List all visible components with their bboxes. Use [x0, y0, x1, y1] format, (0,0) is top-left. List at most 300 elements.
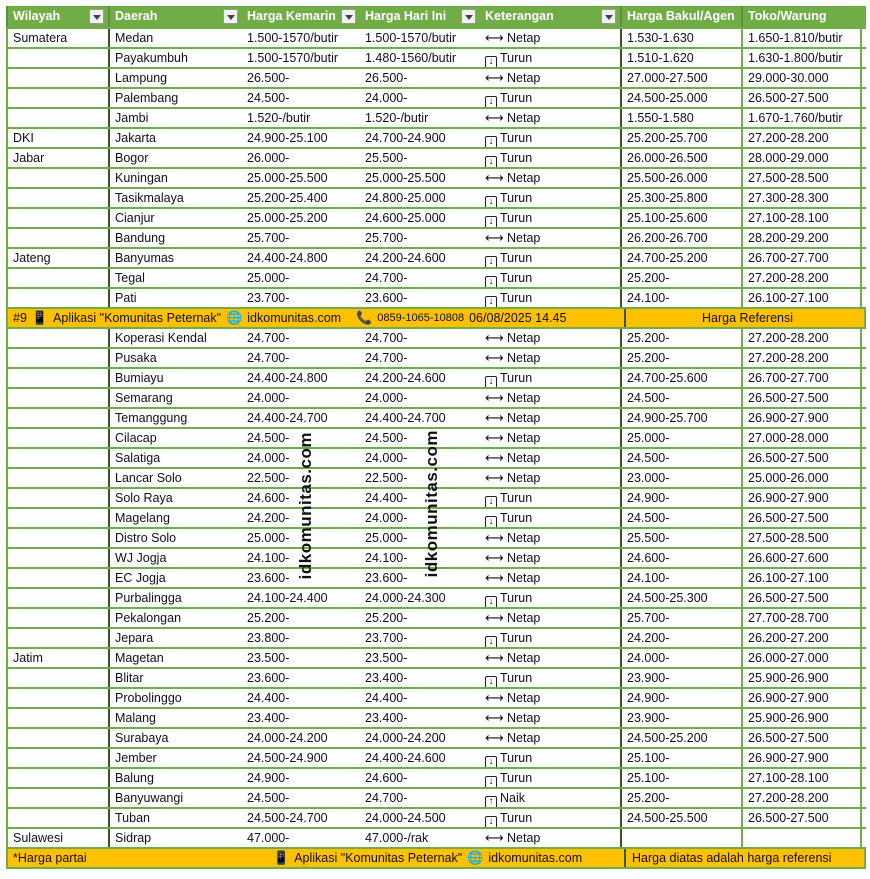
filter-dropdown-icon[interactable]: [461, 9, 476, 24]
cell-harga-bakul: 25.000-: [620, 429, 741, 447]
cell-toko-warung: 26.900-27.900: [741, 489, 862, 507]
cell-keterangan: [480, 449, 620, 467]
cell-keterangan: [480, 69, 620, 87]
table-row: [6, 349, 866, 369]
down-arrow-box-icon: ↓: [485, 56, 497, 67]
cell-wilayah: [6, 49, 108, 67]
cell-harga-hari-ini: 24.400-: [365, 691, 408, 705]
header-label: Keterangan: [485, 9, 554, 23]
table-row: [6, 49, 866, 69]
status-text: Netap: [507, 171, 541, 185]
status-text: Turun: [500, 591, 533, 605]
header-harga-bakul: [620, 6, 741, 27]
cell-daerah: Tuban: [108, 809, 242, 827]
cell-toko-warung: 26.500-27.500: [741, 589, 862, 607]
status-text: Turun: [500, 511, 533, 525]
cell-harga-kemarin: 24.900-25.100: [247, 131, 328, 145]
left-right-arrow-icon: ⟷: [485, 410, 504, 425]
cell-wilayah: [6, 449, 108, 467]
cell-toko-warung: 28.000-29.000: [741, 149, 862, 167]
cell-toko-warung: 26.700-27.700: [741, 249, 862, 267]
cell-keterangan: [480, 129, 620, 147]
table-row: [6, 129, 866, 149]
cell-harga-hari-ini: 25.500-: [365, 151, 408, 165]
header-daerah[interactable]: [108, 6, 242, 27]
cell-keterangan: [480, 429, 620, 447]
cell-harga-hari-ini: 23.700-: [365, 631, 408, 645]
filter-dropdown-icon[interactable]: [601, 9, 616, 24]
header-label: Harga Kemarin: [247, 9, 336, 23]
cell-keterangan: [480, 49, 620, 67]
cell-toko-warung: 27.200-28.200: [741, 269, 862, 287]
cell-toko-warung: 26.700-27.700: [741, 369, 862, 387]
cell-wilayah: [6, 429, 108, 447]
table-row: [6, 409, 866, 429]
left-right-arrow-icon: ⟷: [485, 170, 504, 185]
cell-harga-kemarin: 24.600-: [247, 491, 290, 505]
globe-icon: 🌐: [226, 310, 243, 325]
left-right-arrow-icon: ⟷: [485, 350, 504, 365]
cell-keterangan: [480, 469, 620, 487]
cell-keterangan: [480, 829, 620, 847]
cell-harga-bakul: 25.200-25.700: [620, 129, 741, 147]
left-right-arrow-icon: ⟷: [485, 230, 504, 245]
header-harga-hari-ini[interactable]: [360, 6, 480, 27]
status-text: Netap: [507, 31, 541, 45]
status-text: Turun: [500, 271, 533, 285]
down-arrow-box-icon: ↓: [485, 776, 497, 787]
down-arrow-box-icon: ↓: [485, 276, 497, 287]
cell-wilayah: [6, 509, 108, 527]
cell-daerah: Malang: [108, 709, 242, 727]
cell-toko-warung: [741, 829, 862, 847]
cell-harga-hari-ini: 24.500-: [365, 431, 408, 445]
cell-daerah: Banyuwangi: [108, 789, 242, 807]
status-text: Netap: [507, 431, 541, 445]
cell-daerah: Distro Solo: [108, 529, 242, 547]
cell-harga-hari-ini: 24.400-: [365, 491, 408, 505]
cell-toko-warung: 1.630-1.800/butir: [741, 49, 862, 67]
cell-wilayah: Sulawesi: [6, 829, 108, 847]
band-datetime: 06/08/2025 14.45: [469, 311, 567, 325]
cell-harga-bakul: 24.500-: [620, 449, 741, 467]
cell-daerah: Bumiayu: [108, 369, 242, 387]
cell-daerah: Tegal: [108, 269, 242, 287]
cell-daerah: Jambi: [108, 109, 242, 127]
cell-wilayah: [6, 549, 108, 567]
cell-toko-warung: 26.500-27.500: [741, 449, 862, 467]
cell-daerah: Lampung: [108, 69, 242, 87]
cell-daerah: Payakumbuh: [108, 49, 242, 67]
table-row: [6, 689, 866, 709]
cell-keterangan: [480, 769, 620, 787]
cell-wilayah: [6, 769, 108, 787]
header-row: [6, 6, 866, 29]
cell-harga-kemarin: 24.500-: [247, 91, 290, 105]
cell-harga-kemarin: 47.000-: [247, 831, 290, 845]
status-text: Turun: [500, 291, 533, 305]
cell-wilayah: DKI: [6, 129, 108, 147]
status-text: Turun: [500, 631, 533, 645]
status-text: Turun: [500, 211, 533, 225]
cell-toko-warung: 1.670-1.760/butir: [741, 109, 862, 127]
cell-keterangan: [480, 249, 620, 267]
cell-harga-bakul: 23.900-: [620, 709, 741, 727]
cell-harga-kemarin: 1.500-1570/butir: [247, 31, 339, 45]
cell-harga-hari-ini: 24.600-25.000: [365, 211, 446, 225]
cell-wilayah: [6, 349, 108, 367]
cell-wilayah: [6, 729, 108, 747]
filter-dropdown-icon[interactable]: [89, 9, 104, 24]
cell-harga-kemarin: 26.500-: [247, 71, 290, 85]
cell-harga-bakul: 26.000-26.500: [620, 149, 741, 167]
cell-harga-kemarin: 24.400-24.800: [247, 251, 328, 265]
cell-keterangan: [480, 589, 620, 607]
cell-harga-bakul: 24.000-: [620, 649, 741, 667]
status-text: Turun: [500, 671, 533, 685]
status-text: Netap: [507, 831, 541, 845]
cell-keterangan: [480, 149, 620, 167]
cell-wilayah: Sumatera: [6, 29, 108, 47]
cell-harga-bakul: 24.500-: [620, 389, 741, 407]
cell-harga-hari-ini: 47.000-/rak: [365, 831, 429, 845]
cell-harga-hari-ini: 25.200-: [365, 611, 408, 625]
cell-harga-kemarin: 1.520-/butir: [247, 111, 311, 125]
globe-icon: 🌐: [467, 850, 484, 865]
telephone-icon: 📞: [356, 310, 373, 325]
cell-harga-bakul: 24.900-: [620, 489, 741, 507]
cell-harga-hari-ini: 24.000-: [365, 391, 408, 405]
cell-harga-bakul: 24.700-25.200: [620, 249, 741, 267]
cell-toko-warung: 26.500-27.500: [741, 89, 862, 107]
cell-wilayah: Jatim: [6, 649, 108, 667]
table-row: [6, 89, 866, 109]
cell-daerah: WJ Jogja: [108, 549, 242, 567]
filter-dropdown-icon[interactable]: [341, 9, 356, 24]
table-row: [6, 809, 866, 829]
cell-daerah: Magetan: [108, 649, 242, 667]
cell-harga-kemarin: 24.100-24.400: [247, 591, 328, 605]
cell-keterangan: [480, 29, 620, 47]
band-phone: 0859-1065-10808: [377, 312, 465, 324]
cell-harga-bakul: 25.500-: [620, 529, 741, 547]
cell-toko-warung: 1.650-1.810/butir: [741, 29, 862, 47]
cell-harga-hari-ini: 23.500-: [365, 651, 408, 665]
left-right-arrow-icon: ⟷: [485, 470, 504, 485]
cell-toko-warung: 26.900-27.900: [741, 689, 862, 707]
left-right-arrow-icon: ⟷: [485, 690, 504, 705]
cell-harga-bakul: 1.510-1.620: [620, 49, 741, 67]
status-text: Netap: [507, 691, 541, 705]
status-text: Netap: [507, 331, 541, 345]
status-text: Turun: [500, 51, 533, 65]
table-row: [6, 269, 866, 289]
status-text: Turun: [500, 811, 533, 825]
cell-harga-kemarin: 25.000-: [247, 271, 290, 285]
cell-harga-bakul: 26.200-26.700: [620, 229, 741, 247]
cell-wilayah: [6, 409, 108, 427]
cell-harga-bakul: [620, 829, 741, 847]
table-row: [6, 289, 866, 309]
cell-harga-hari-ini: 24.200-24.600: [365, 371, 446, 385]
table-row: [6, 669, 866, 689]
status-text: Turun: [500, 491, 533, 505]
status-text: Netap: [507, 111, 541, 125]
table-row: [6, 829, 866, 849]
cell-wilayah: [6, 209, 108, 227]
header-label: Harga Bakul/Agen: [627, 9, 735, 23]
cell-harga-bakul: 24.500-: [620, 509, 741, 527]
cell-harga-hari-ini: 1.520-/butir: [365, 111, 429, 125]
cell-harga-bakul: 24.900-: [620, 689, 741, 707]
cell-harga-hari-ini: 23.400-: [365, 671, 408, 685]
cell-daerah: Pusaka: [108, 349, 242, 367]
cell-harga-bakul: 25.700-: [620, 609, 741, 627]
phone-app-icon: 📱: [31, 310, 49, 325]
cell-keterangan: [480, 729, 620, 747]
cell-harga-kemarin: 22.500-: [247, 471, 290, 485]
band-site[interactable]: idkomunitas.com: [247, 311, 342, 325]
cell-harga-bakul: 24.700-25.600: [620, 369, 741, 387]
cell-wilayah: [6, 489, 108, 507]
left-right-arrow-icon: ⟷: [485, 390, 504, 405]
cell-harga-hari-ini: 24.000-: [365, 511, 408, 525]
down-arrow-box-icon: ↓: [485, 156, 497, 167]
table-row: [6, 69, 866, 89]
cell-harga-bakul: 25.100-25.600: [620, 209, 741, 227]
table-row: [6, 209, 866, 229]
cell-harga-hari-ini: 24.000-24.300: [365, 591, 446, 605]
status-text: Netap: [507, 551, 541, 565]
table-row: [6, 29, 866, 49]
cell-daerah: Bogor: [108, 149, 242, 167]
header-harga-kemarin[interactable]: [242, 6, 360, 27]
cell-wilayah: [6, 809, 108, 827]
cell-toko-warung: 27.500-28.500: [741, 169, 862, 187]
cell-harga-kemarin: 24.700-: [247, 331, 290, 345]
cell-harga-hari-ini: 24.700-: [365, 351, 408, 365]
cell-daerah: Salatiga: [108, 449, 242, 467]
cell-toko-warung: 27.500-28.500: [741, 529, 862, 547]
cell-wilayah: Jabar: [6, 149, 108, 167]
cell-daerah: Banyumas: [108, 249, 242, 267]
cell-harga-hari-ini: 24.600-: [365, 771, 408, 785]
down-arrow-box-icon: ↓: [485, 256, 497, 267]
cell-harga-hari-ini: 24.400-24.700: [365, 411, 446, 425]
header-label: Wilayah: [13, 9, 61, 23]
header-label: Toko/Warung: [748, 9, 827, 23]
cell-harga-bakul: 25.200-: [620, 789, 741, 807]
cell-keterangan: [480, 749, 620, 767]
band-harga-referensi: Harga Referensi: [624, 309, 866, 327]
cell-harga-kemarin: 23.400-: [247, 711, 290, 725]
down-arrow-box-icon: ↓: [485, 516, 497, 527]
down-arrow-box-icon: ↓: [485, 496, 497, 507]
cell-harga-bakul: 25.200-: [620, 349, 741, 367]
down-arrow-box-icon: ↓: [485, 756, 497, 767]
cell-harga-bakul: 24.500-25.500: [620, 809, 741, 827]
cell-keterangan: [480, 709, 620, 727]
cell-toko-warung: 26.500-27.500: [741, 729, 862, 747]
down-arrow-box-icon: ↓: [485, 816, 497, 827]
down-arrow-box-icon: ↓: [485, 596, 497, 607]
cell-harga-hari-ini: 24.000-: [365, 451, 408, 465]
cell-daerah: EC Jogja: [108, 569, 242, 587]
cell-toko-warung: 25.900-26.900: [741, 669, 862, 687]
cell-wilayah: [6, 469, 108, 487]
down-arrow-box-icon: ↓: [485, 296, 497, 307]
cell-wilayah: [6, 689, 108, 707]
table-row: [6, 369, 866, 389]
left-right-arrow-icon: ⟷: [485, 550, 504, 565]
cell-harga-bakul: 24.500-25.000: [620, 89, 741, 107]
cell-wilayah: [6, 189, 108, 207]
watermark-2: idkomunitas.com: [422, 430, 441, 578]
down-arrow-box-icon: ↓: [485, 216, 497, 227]
cell-wilayah: [6, 329, 108, 347]
cell-toko-warung: 26.200-27.200: [741, 629, 862, 647]
status-text: Netap: [507, 571, 541, 585]
cell-daerah: Probolinggo: [108, 689, 242, 707]
cell-harga-bakul: 24.600-: [620, 549, 741, 567]
cell-harga-kemarin: 23.800-: [247, 631, 290, 645]
down-arrow-box-icon: ↓: [485, 196, 497, 207]
cell-harga-bakul: 24.100-: [620, 569, 741, 587]
cell-harga-hari-ini: 23.600-: [365, 291, 408, 305]
cell-daerah: Koperasi Kendal: [108, 329, 242, 347]
cell-keterangan: [480, 289, 620, 307]
cell-harga-kemarin: 24.400-24.800: [247, 371, 328, 385]
cell-harga-bakul: 24.900-25.700: [620, 409, 741, 427]
footer-site[interactable]: idkomunitas.com: [488, 851, 583, 865]
table-row: [6, 729, 866, 749]
cell-harga-hari-ini: 24.000-24.500: [365, 811, 446, 825]
status-text: Netap: [507, 471, 541, 485]
info-band-left: [6, 309, 624, 327]
status-text: Turun: [500, 751, 533, 765]
cell-toko-warung: 26.500-27.500: [741, 509, 862, 527]
cell-keterangan: [480, 209, 620, 227]
cell-harga-hari-ini: 24.700-: [365, 271, 408, 285]
left-right-arrow-icon: ⟷: [485, 530, 504, 545]
header-keterangan[interactable]: [480, 6, 620, 27]
cell-toko-warung: 26.000-27.000: [741, 649, 862, 667]
cell-harga-kemarin: 24.400-24.700: [247, 411, 328, 425]
cell-daerah: Palembang: [108, 89, 242, 107]
filter-dropdown-icon[interactable]: [223, 9, 238, 24]
left-right-arrow-icon: ⟷: [485, 70, 504, 85]
cell-harga-hari-ini: 25.700-: [365, 231, 408, 245]
band-number: #9: [13, 311, 27, 325]
cell-harga-kemarin: 25.000-25.500: [247, 171, 328, 185]
cell-toko-warung: 27.200-28.200: [741, 349, 862, 367]
status-text: Turun: [500, 151, 533, 165]
cell-keterangan: [480, 689, 620, 707]
cell-keterangan: [480, 329, 620, 347]
cell-daerah: Lancar Solo: [108, 469, 242, 487]
cell-harga-kemarin: 25.000-: [247, 531, 290, 545]
cell-harga-kemarin: 25.700-: [247, 231, 290, 245]
cell-toko-warung: 25.000-26.000: [741, 469, 862, 487]
cell-daerah: Jepara: [108, 629, 242, 647]
cell-harga-kemarin: 25.200-25.400: [247, 191, 328, 205]
left-right-arrow-icon: ⟷: [485, 30, 504, 45]
cell-harga-hari-ini: 24.100-: [365, 551, 408, 565]
cell-harga-bakul: 25.200-: [620, 329, 741, 347]
cell-toko-warung: 29.000-30.000: [741, 69, 862, 87]
cell-keterangan: [480, 409, 620, 427]
cell-daerah: Jakarta: [108, 129, 242, 147]
cell-wilayah: [6, 569, 108, 587]
cell-keterangan: [480, 349, 620, 367]
cell-keterangan: [480, 389, 620, 407]
cell-toko-warung: 27.200-28.200: [741, 329, 862, 347]
status-text: Netap: [507, 71, 541, 85]
cell-harga-kemarin: 23.700-: [247, 291, 290, 305]
table-row: [6, 149, 866, 169]
cell-keterangan: [480, 509, 620, 527]
cell-harga-kemarin: 23.500-: [247, 651, 290, 665]
cell-harga-kemarin: 24.500-24.900: [247, 751, 328, 765]
cell-harga-bakul: 24.500-25.300: [620, 589, 741, 607]
cell-daerah: Tasikmalaya: [108, 189, 242, 207]
footer-right: Harga diatas adalah harga referensi: [624, 849, 866, 867]
cell-daerah: Surabaya: [108, 729, 242, 747]
cell-toko-warung: 26.100-27.100: [741, 569, 862, 587]
cell-harga-kemarin: 24.500-24.700: [247, 811, 328, 825]
cell-keterangan: [480, 489, 620, 507]
down-arrow-box-icon: ↓: [485, 136, 497, 147]
cell-toko-warung: 25.900-26.900: [741, 709, 862, 727]
header-wilayah[interactable]: [6, 6, 108, 27]
footer-band: [6, 849, 866, 869]
cell-wilayah: [6, 289, 108, 307]
left-right-arrow-icon: ⟷: [485, 330, 504, 345]
table-body-top: [6, 29, 866, 309]
status-text: Turun: [500, 191, 533, 205]
down-arrow-box-icon: ↓: [485, 376, 497, 387]
down-arrow-box-icon: ↓: [485, 676, 497, 687]
cell-wilayah: [6, 789, 108, 807]
cell-daerah: Cilacap: [108, 429, 242, 447]
table-row: [6, 109, 866, 129]
cell-harga-bakul: 25.200-: [620, 269, 741, 287]
footer-left: [6, 849, 624, 867]
cell-harga-kemarin: 23.600-: [247, 671, 290, 685]
status-text: Netap: [507, 711, 541, 725]
status-text: Netap: [507, 391, 541, 405]
up-arrow-box-icon: ↑: [485, 796, 497, 807]
cell-toko-warung: 27.200-28.200: [741, 789, 862, 807]
status-text: Turun: [500, 371, 533, 385]
cell-wilayah: [6, 749, 108, 767]
cell-harga-hari-ini: 1.500-1570/butir: [365, 31, 457, 45]
cell-harga-bakul: 25.100-: [620, 769, 741, 787]
cell-toko-warung: 26.500-27.500: [741, 809, 862, 827]
cell-toko-warung: 26.900-27.900: [741, 749, 862, 767]
cell-toko-warung: 27.100-28.100: [741, 209, 862, 227]
cell-harga-bakul: 1.550-1.580: [620, 109, 741, 127]
status-text: Netap: [507, 651, 541, 665]
cell-harga-hari-ini: 23.400-: [365, 711, 408, 725]
status-text: Naik: [500, 791, 526, 805]
table-row: [6, 329, 866, 349]
header-label: Daerah: [115, 9, 158, 23]
cell-toko-warung: 28.200-29.200: [741, 229, 862, 247]
cell-keterangan: [480, 669, 620, 687]
cell-keterangan: [480, 109, 620, 127]
cell-daerah: Bandung: [108, 229, 242, 247]
